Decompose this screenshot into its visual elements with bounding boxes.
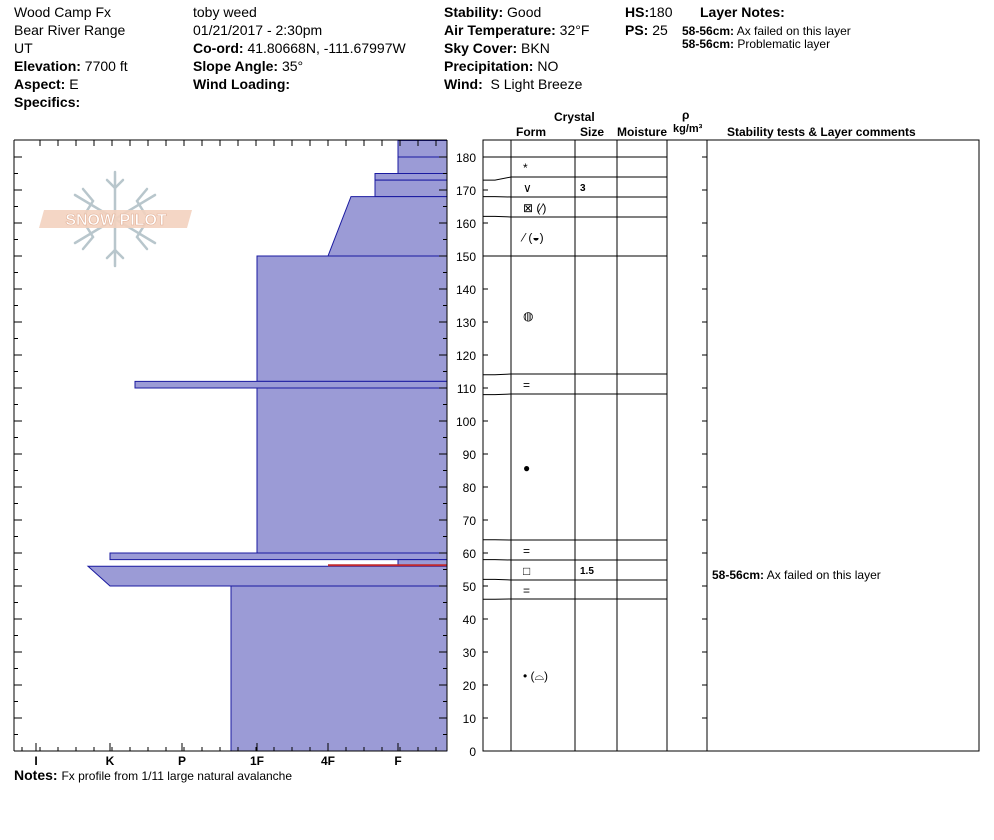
wind-label: Wind: — [444, 76, 483, 92]
layer-table — [483, 140, 979, 751]
layer-form-symbol: = — [523, 583, 531, 598]
layer-form-symbol: ∨ — [523, 181, 532, 195]
y-tick-label: 0 — [469, 745, 476, 759]
observer: toby weed — [193, 4, 257, 20]
notes-row — [14, 767, 292, 783]
layer-note-2-range: 58-56cm: — [682, 37, 735, 51]
hs-label: HS: — [625, 4, 650, 20]
layer-connector — [483, 216, 511, 217]
y-tick-label: 80 — [462, 481, 476, 495]
layer-size-value: 3 — [580, 183, 586, 194]
hardness-bar — [328, 197, 447, 256]
location-name: Wood Camp Fx — [14, 4, 111, 20]
x-tick-label: F — [394, 754, 402, 768]
hardness-bar — [398, 157, 447, 174]
y-tick-label: 30 — [462, 646, 476, 660]
air-temp-label: Air Temperature: — [444, 22, 556, 38]
hardness-bar — [375, 174, 447, 181]
layer-form-symbol: ◍ — [523, 309, 534, 323]
stability-value: Good — [507, 4, 542, 20]
state: UT — [14, 40, 33, 56]
sky-cover-value: BKN — [521, 40, 550, 56]
col-size: Size — [580, 125, 605, 139]
slope-value: 35° — [281, 58, 304, 74]
x-tick-label: 4F — [320, 754, 336, 768]
datetime: 01/21/2017 - 2:30pm — [193, 22, 323, 38]
sky-cover-label: Sky Cover: — [444, 40, 518, 56]
y-tick-label: 40 — [462, 613, 476, 627]
layer-notes-label: Layer Notes: — [700, 4, 785, 20]
stability-comment — [712, 568, 881, 582]
y-tick-label: 110 — [456, 382, 476, 396]
x-tick-label: I — [34, 754, 38, 768]
snowpilot-logo — [39, 172, 192, 266]
hardness-bar — [110, 553, 447, 560]
layer-size-value: 1.5 — [580, 566, 594, 577]
hardness-bar — [375, 180, 447, 197]
y-tick-label: 130 — [455, 316, 476, 330]
hardness-bar — [88, 566, 447, 586]
ps-value: 25 — [652, 22, 668, 38]
y-tick-label: 10 — [462, 712, 476, 726]
layer-note-1-text: Ax failed on this layer — [736, 24, 851, 38]
hardness-bar — [135, 381, 447, 388]
air-temp-value: 32°F — [559, 22, 590, 38]
mountain-range: Bear River Range — [14, 22, 126, 38]
col-density-unit: kg/m³ — [673, 123, 703, 135]
stability-comment-text: Ax failed on this layer — [766, 568, 881, 582]
hs-value: 180 — [649, 4, 673, 20]
elevation-value: 7700 ft — [84, 58, 128, 74]
aspect-label: Aspect: — [14, 76, 66, 92]
slope-label: Slope Angle: — [193, 58, 279, 74]
col-moisture: Moisture — [617, 125, 668, 139]
layer-connector — [483, 394, 511, 395]
layer-note-2-text: Problematic layer — [737, 37, 831, 51]
layer-form-symbol: = — [523, 544, 531, 558]
y-tick-label: 170 — [455, 184, 476, 198]
y-tick-label: 90 — [462, 448, 476, 462]
y-tick-label: 180 — [455, 151, 476, 165]
y-tick-label: 160 — [455, 217, 476, 231]
ps-label: PS: — [625, 22, 649, 38]
layer-connector — [483, 177, 511, 180]
precip-label: Precipitation: — [444, 58, 534, 74]
x-tick-label: 1F — [249, 754, 265, 768]
coord-value: 41.80668N, -111.67997W — [247, 40, 406, 56]
stability-label: Stability: — [444, 4, 504, 20]
hardness-bar — [398, 141, 447, 158]
y-tick-label: 20 — [462, 679, 476, 693]
y-tick-label: 70 — [462, 514, 476, 528]
elevation-label: Elevation: — [14, 58, 81, 74]
y-tick-label: 140 — [455, 283, 476, 297]
layer-note-1-range: 58-56cm: — [682, 24, 735, 38]
layer-form-symbol: * — [523, 161, 528, 175]
hardness-bar — [257, 388, 447, 553]
col-form: Form — [516, 125, 546, 139]
layer-form-symbol: ⁄ (◒) — [523, 230, 544, 245]
hardness-bar — [231, 586, 447, 751]
y-tick-label: 60 — [462, 547, 476, 561]
y-tick-label: 150 — [455, 250, 476, 264]
aspect-value: E — [69, 76, 79, 92]
y-tick-label: 100 — [455, 415, 476, 429]
specifics-label: Specifics: — [14, 94, 81, 110]
layer-connector — [483, 374, 511, 375]
y-tick-label: 50 — [462, 580, 476, 594]
x-tick-label: P — [177, 754, 187, 768]
layer-form-symbol: ⊠ (⁄) — [523, 201, 547, 215]
col-stability: Stability tests & Layer comments — [727, 125, 916, 139]
layer-form-symbol: ● — [523, 461, 531, 475]
y-tick-label: 120 — [455, 349, 476, 363]
wind-value: S Light Breeze — [490, 76, 583, 92]
notes-text: Fx profile from 1/11 large natural avalanche — [61, 769, 293, 783]
layer-form-symbol: □ — [523, 564, 531, 578]
logo-text: SNOW PILOT — [65, 212, 167, 229]
layer-form-symbol: • (⌓) — [523, 669, 549, 683]
precip-value: NO — [537, 58, 559, 74]
layer-table-frame — [483, 140, 979, 751]
layer-connector — [483, 579, 511, 580]
stability-comment-range: 58-56cm: — [712, 568, 765, 582]
coord-label: Co-ord: — [193, 40, 244, 56]
layer-form-symbol: = — [523, 378, 531, 392]
col-crystal: Crystal — [554, 110, 595, 124]
hardness-bar — [257, 256, 447, 381]
col-rho: ρ — [682, 108, 690, 122]
notes-label: Notes: — [14, 767, 58, 783]
wind-loading-label: Wind Loading: — [193, 76, 291, 92]
hardness-profile — [88, 141, 447, 752]
x-tick-label: K — [105, 754, 115, 768]
